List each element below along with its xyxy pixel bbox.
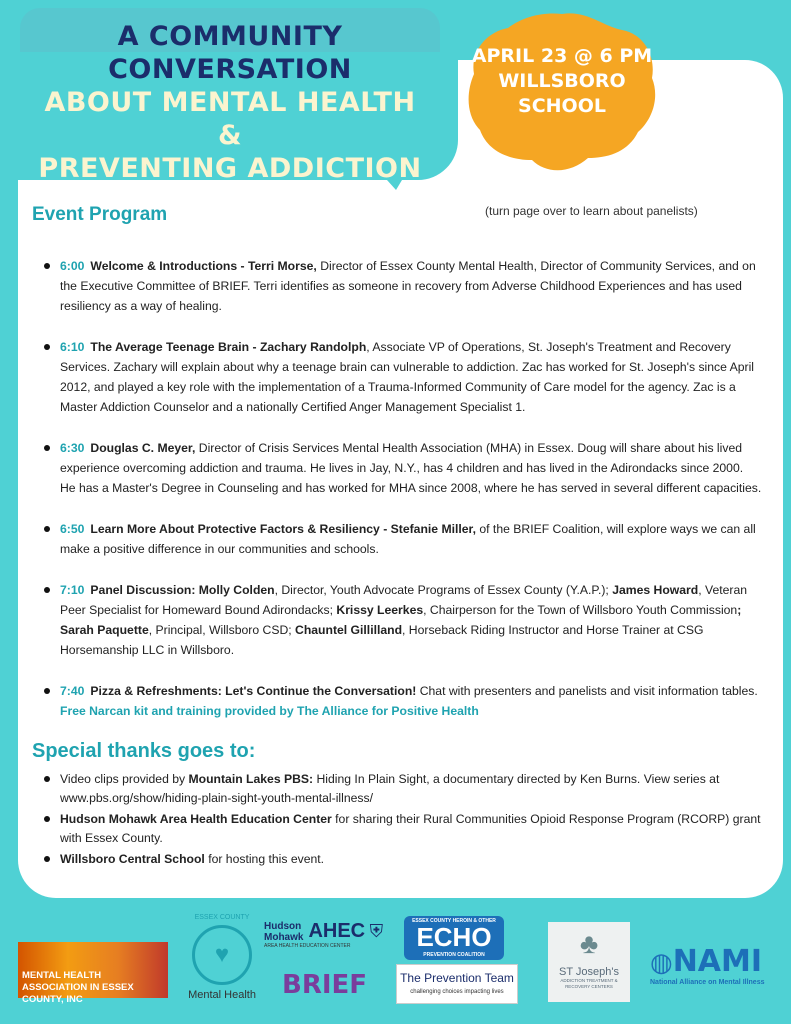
item-time: 7:40 — [60, 684, 85, 698]
nami-logo-sub: National Alliance on Mental Illness — [650, 979, 765, 986]
list-item — [42, 519, 762, 559]
title-line-3: PREVENTING ADDICTION — [38, 153, 422, 184]
event-program-title: Event Program — [32, 204, 168, 225]
essex-mental-health-logo — [182, 914, 262, 1010]
nami-logo-main: NAMI — [672, 944, 763, 979]
panel-text: , Chairperson for the Town of Willsboro Youth Commission — [423, 603, 738, 617]
date-badge — [462, 8, 662, 178]
list-item — [42, 681, 762, 721]
thanks-list — [42, 770, 762, 871]
item-time: 6:10 — [60, 340, 85, 354]
mha-logo-text: MENTAL HEALTH ASSOCIATION IN ESSEX COUNTY, INC — [22, 970, 134, 1005]
brief-logo-text: BRIEF — [282, 970, 368, 1000]
panel-heading: Panel Discussion: Molly Colden — [90, 583, 275, 597]
list-item — [42, 337, 762, 417]
item-heading: Pizza & Refreshments: Let's Continue the Conversation! — [90, 684, 417, 698]
brief-logo — [282, 970, 372, 1004]
item-text: Director of Crisis Services Mental Health Association (MHA) in Essex. Doug will share about his lived experience overcoming addiction and trauma. He lives in Jay, N.Y., has 4 children and has lived in the Adirondacks since 2000. He has a Master's Degree in Counseling and has worked for MHA since 2008, where he has served in several different capacities. — [60, 441, 762, 495]
panelist-name: ; Sarah Paquette — [60, 603, 742, 637]
special-thanks-title: Special thanks goes to: — [32, 740, 256, 762]
title-line-1: A COMMUNITY CONVERSATION — [108, 21, 352, 85]
panel-text: , Principal, Willsboro CSD; — [148, 623, 296, 637]
list-item — [42, 850, 762, 869]
stjoe-logo-main: ST Joseph's — [559, 966, 619, 978]
item-time: 6:00 — [60, 259, 85, 273]
item-time: 6:50 — [60, 522, 85, 536]
title-line-2: ABOUT MENTAL HEALTH & — [44, 87, 416, 151]
panelist-name: Chauntel Gillilland — [295, 623, 403, 637]
st-josephs-logo — [548, 922, 630, 1002]
prevention-logo-main: The Prevention Team — [400, 971, 514, 985]
list-item — [42, 770, 762, 808]
list-item — [42, 810, 762, 848]
prevention-team-logo — [396, 964, 518, 1004]
list-item — [42, 438, 762, 498]
heart-hands-icon: ♥ — [192, 925, 252, 985]
item-time: 6:30 — [60, 441, 85, 455]
item-text: Chat with presenters and panelists and visit information tables. — [416, 684, 758, 698]
thanks-org: Mountain Lakes PBS: — [188, 772, 314, 786]
echo-logo — [404, 916, 504, 960]
thanks-text: for hosting this event. — [204, 852, 325, 866]
page-title — [30, 20, 430, 185]
thanks-org: Willsboro Central School — [60, 852, 205, 866]
echo-logo-main: ECHO — [416, 922, 492, 952]
program-list — [42, 256, 762, 742]
item-time: 7:10 — [60, 583, 85, 597]
prevention-logo-sub: challenging choices impacting lives — [410, 989, 504, 995]
thanks-text: for sharing their Rural Communities Opioid Response Program (RCORP) grant with Essex County. — [60, 812, 761, 845]
tree-icon: ♣ — [579, 928, 599, 959]
item-text: of the BRIEF Coalition, will explore ways we can all make a positive difference in our communities and schools. — [60, 522, 756, 556]
item-heading: The Average Teenage Brain - Zachary Randolph — [90, 340, 367, 354]
ahec-logo-sub: AREA HEALTH EDUCATION CENTER — [264, 943, 351, 949]
thanks-org: Hudson Mohawk Area Health Education Center — [60, 812, 332, 826]
ahec-logo-hm: Hudson Mohawk — [264, 920, 304, 943]
item-heading: Learn More About Protective Factors & Resiliency - Stefanie Miller, — [90, 522, 476, 536]
mha-logo — [18, 942, 168, 1005]
globe-icon: ◍ — [650, 947, 673, 977]
panelist-name: James Howard — [612, 583, 699, 597]
echo-logo-bottom: PREVENTION COALITION — [423, 952, 485, 958]
nami-logo — [650, 944, 775, 990]
item-text: Director of Essex County Mental Health, Director of Community Services, and on the Executive Committee of BRIEF. Terri identifies as someone in recovery from Adverse Childhood Experiences and has used resiliency as a way of healing. — [60, 259, 756, 313]
echo-logo-top: ESSEX COUNTY HEROIN & OTHER — [412, 918, 496, 924]
stjoe-logo-sub: ADDICTION TREATMENT & RECOVERY CENTERS — [560, 978, 618, 989]
ahec-logo — [264, 920, 394, 966]
list-item — [42, 580, 762, 660]
badge-date: APRIL 23 @ 6 PM — [471, 45, 653, 67]
essex-logo-bottom: Mental Health — [188, 989, 256, 1001]
thanks-text: Hiding In Plain Sight, a documentary directed by Ken Burns. View series at www.pbs.org/show/hiding-plain-sight-youth-mental-illness/ — [60, 772, 720, 805]
item-heading: Welcome & Introductions - Terri Morse, — [90, 259, 317, 273]
panel-text: , Director, Youth Advocate Programs of Essex County (Y.A.P.); — [274, 583, 613, 597]
badge-location-2: SCHOOL — [518, 95, 606, 117]
panel-text: , Veteran Peer Specialist for Homeward Bound Adirondacks; — [60, 583, 748, 617]
ahec-logo-main: AHEC — [308, 920, 366, 942]
turn-page-note: (turn page over to learn about panelists) — [485, 204, 698, 218]
badge-location-1: WILLSBORO — [498, 70, 626, 92]
thanks-pre: Video clips provided by — [60, 772, 189, 786]
list-item — [42, 256, 762, 316]
sponsor-logos — [0, 912, 791, 1024]
essex-logo-top: ESSEX COUNTY — [194, 914, 250, 921]
panel-text: , Horseback Riding Instructor and Horse Trainer at CSG Horsemanship LLC in Willsboro. — [60, 623, 704, 657]
item-heading: Douglas C. Meyer, — [90, 441, 196, 455]
panelist-name: Krissy Leerkes — [336, 603, 424, 617]
narcan-note: Free Narcan kit and training provided by The Alliance for Positive Health — [60, 704, 479, 718]
item-text: , Associate VP of Operations, St. Joseph's Treatment and Recovery Services. Zachary will explain about why a teenage brain can vulnerable to addiction. Zac has worked for St. Joseph's since April 2012, and played a key role with the implementation of a Trauma-Informed Community of Care model for the agency. Zac is a Master Addiction Counselor and a nationally Certified Anger Management Specialist 1. — [60, 340, 754, 414]
shield-icon: ⛨ — [369, 921, 384, 941]
